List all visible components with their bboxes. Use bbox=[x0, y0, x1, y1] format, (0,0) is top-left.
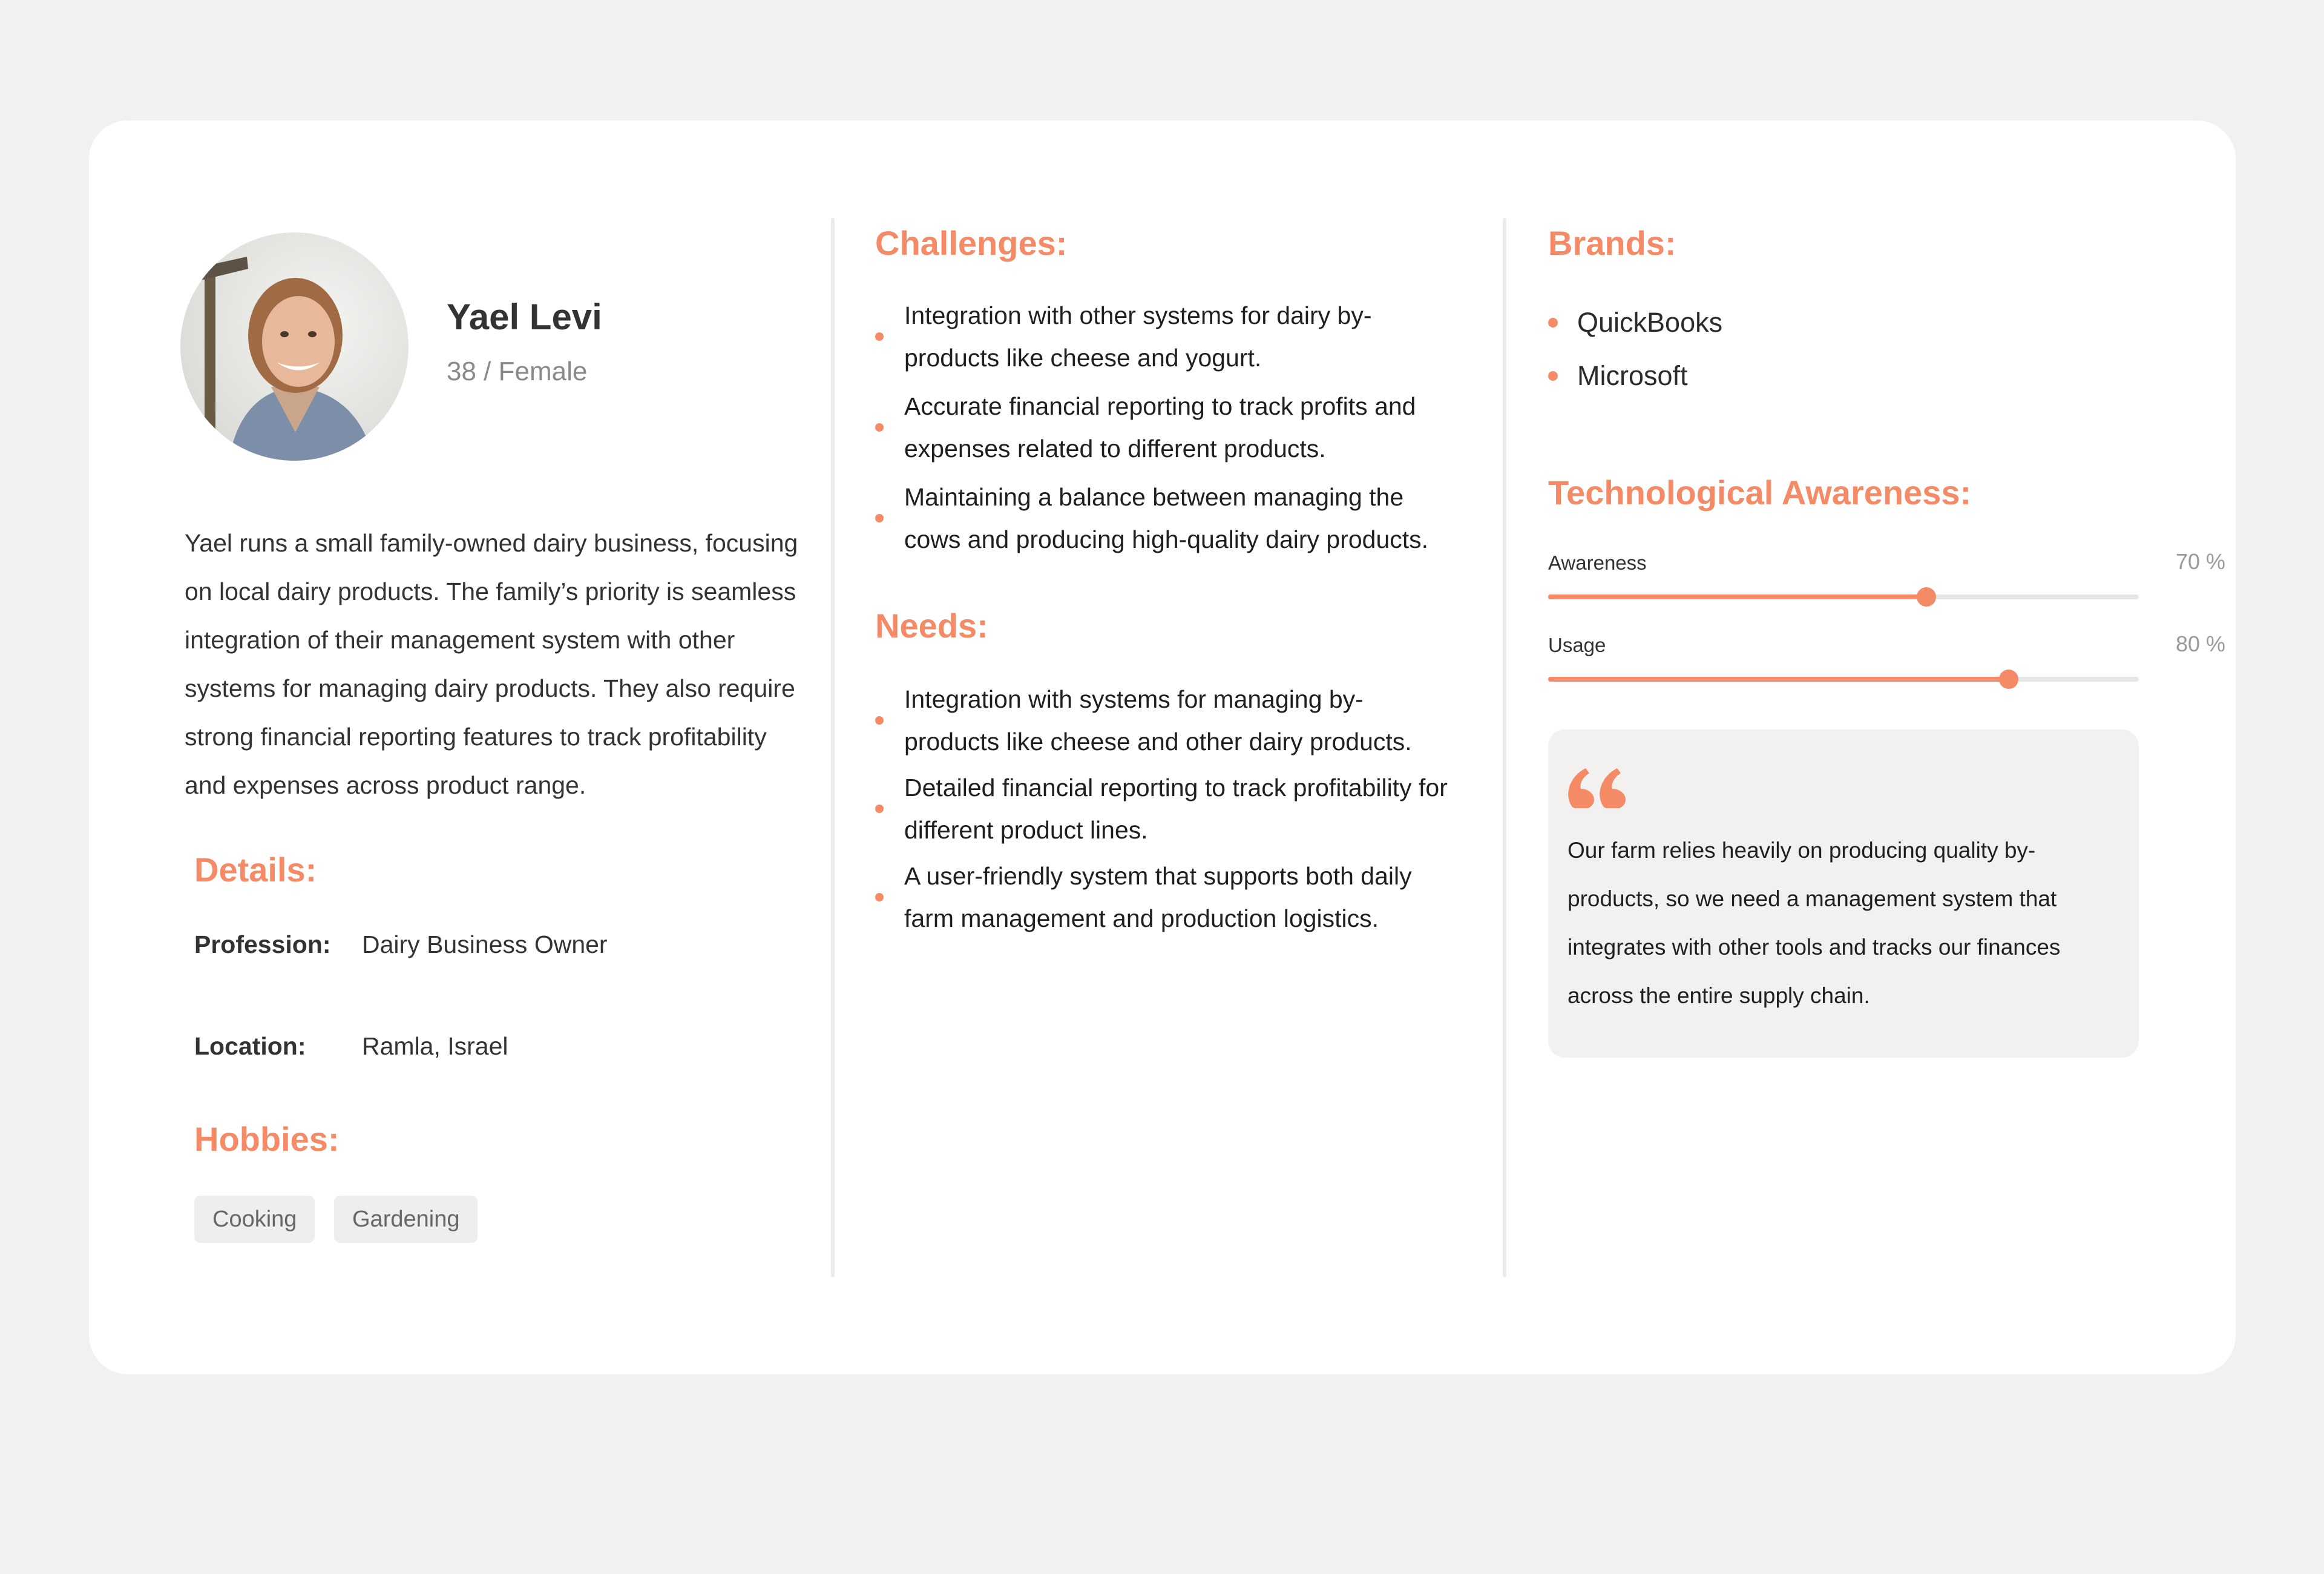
usage-percent: 80 % bbox=[2175, 631, 2225, 656]
challenge-text: Maintaining a balance between managing the cows and producing high-quality dairy products. bbox=[904, 483, 1429, 553]
location-value: Ramla, Israel bbox=[362, 1032, 508, 1060]
need-text: Integration with systems for managing by-products like cheese and other dairy products. bbox=[904, 685, 1412, 756]
bullet-icon bbox=[875, 893, 884, 901]
avatar bbox=[180, 232, 409, 461]
quote-text: Our farm relies heavily on producing quality by-products, so we need a management system that integrates with other tools and tracks our finances across the entire supply chain. bbox=[1567, 838, 2061, 1008]
challenge-text: Accurate financial reporting to track profits and expenses related to different products. bbox=[904, 392, 1416, 463]
column-divider bbox=[831, 218, 835, 1277]
hobby-tag: Cooking bbox=[194, 1196, 315, 1243]
persona-name: Yael Levi bbox=[447, 297, 602, 337]
details-title: Details: bbox=[194, 851, 317, 889]
persona-age-gender: 38 / Female bbox=[447, 357, 588, 386]
bullet-icon bbox=[875, 716, 884, 725]
quote-box bbox=[1548, 729, 2139, 1058]
usage-slider[interactable] bbox=[1548, 677, 2139, 682]
need-text: Detailed financial reporting to track profitability for different product lines. bbox=[904, 774, 1448, 844]
challenge-text: Integration with other systems for dairy by-products like cheese and yogurt. bbox=[904, 301, 1372, 372]
bullet-icon bbox=[1548, 318, 1558, 328]
awareness-slider-handle[interactable] bbox=[1917, 587, 1936, 607]
list-item bbox=[875, 385, 1456, 470]
list-item bbox=[875, 855, 1456, 940]
profession-label: Profession: bbox=[194, 930, 331, 958]
bullet-icon bbox=[875, 514, 884, 522]
list-item bbox=[875, 678, 1456, 763]
location-label: Location: bbox=[194, 1032, 306, 1060]
tech-awareness-title: Technological Awareness: bbox=[1548, 473, 1972, 512]
usage-slider-handle[interactable] bbox=[1999, 670, 2018, 689]
brand-name: Microsoft bbox=[1577, 360, 1688, 391]
list-item bbox=[875, 294, 1456, 379]
bullet-icon bbox=[875, 423, 884, 432]
challenges-list bbox=[875, 294, 1456, 567]
usage-label: Usage bbox=[1548, 634, 1606, 656]
brand-name: QuickBooks bbox=[1577, 307, 1723, 338]
persona-bio: Yael runs a small family-owned dairy business, focusing on local dairy products. The family’s priority is seamless integration of their management system with other systems for managing dairy products. They also require strong financial reporting features to track profitability and expenses across product range. bbox=[185, 529, 798, 799]
challenges-title: Challenges: bbox=[875, 224, 1068, 262]
awareness-slider[interactable] bbox=[1548, 594, 2139, 599]
needs-list bbox=[875, 678, 1456, 943]
list-item bbox=[1548, 349, 1722, 403]
hobby-tag: Gardening bbox=[334, 1196, 478, 1243]
profession-value: Dairy Business Owner bbox=[362, 930, 608, 958]
hobbies-title: Hobbies: bbox=[194, 1120, 340, 1158]
needs-title: Needs: bbox=[875, 607, 988, 645]
column-divider bbox=[1503, 218, 1506, 1277]
quote-icon bbox=[1567, 766, 1628, 808]
bullet-icon bbox=[1548, 371, 1558, 381]
bullet-icon bbox=[875, 805, 884, 813]
list-item bbox=[1548, 296, 1722, 349]
usage-slider-fill bbox=[1548, 677, 2009, 682]
awareness-label: Awareness bbox=[1548, 552, 1647, 574]
awareness-slider-fill bbox=[1548, 594, 1926, 599]
bullet-icon bbox=[875, 332, 884, 341]
brands-title: Brands: bbox=[1548, 224, 1676, 262]
persona-card bbox=[89, 120, 2236, 1374]
list-item bbox=[875, 766, 1456, 851]
need-text: A user-friendly system that supports both daily farm management and production logistics. bbox=[904, 862, 1412, 932]
awareness-percent: 70 % bbox=[2175, 549, 2225, 574]
brands-list bbox=[1548, 296, 1722, 403]
list-item bbox=[875, 476, 1456, 561]
